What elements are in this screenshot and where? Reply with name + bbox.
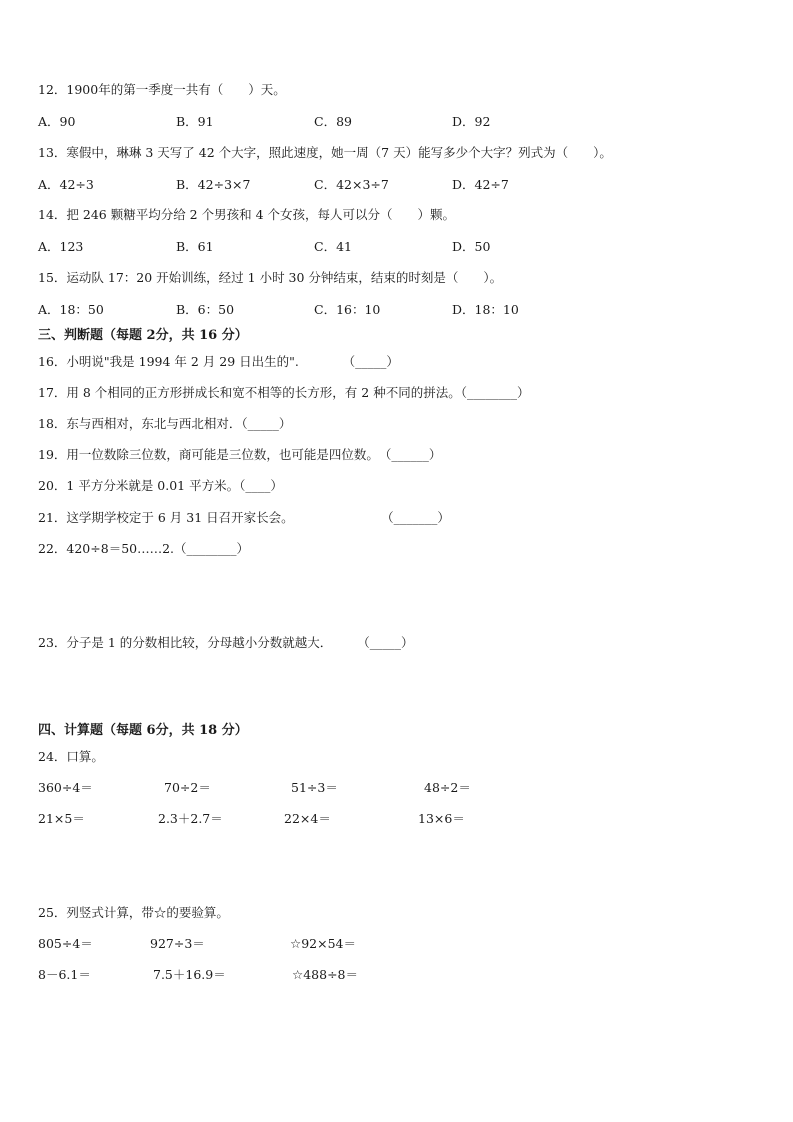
vertical-calc-item: ☆92×54＝ xyxy=(290,936,356,951)
vertical-calc-item: 927÷3＝ xyxy=(150,936,205,951)
question-12-stem: 12．1900年的第一季度一共有（ ）天。 xyxy=(38,82,286,97)
oral-calc-item: 21×5＝ xyxy=(38,811,85,826)
question-23: 23．分子是 1 的分数相比较，分母越小分数就越大． （_____） xyxy=(38,635,414,650)
section-3-title: 三、判断题（每题 2分，共 16 分） xyxy=(38,328,248,343)
question-14-stem: 14．把 246 颗糖平均分给 2 个男孩和 4 个女孩，每人可以分（ ）颗。 xyxy=(38,207,456,222)
question-13-option-c: C．42×3÷7 xyxy=(314,177,389,192)
question-20: 20．1 平方分米就是 0.01 平方米。（____） xyxy=(38,478,283,493)
question-18: 18．东与西相对，东北与西北相对．（_____） xyxy=(38,416,292,431)
question-19: 19．用一位数除三位数，商可能是三位数，也可能是四位数。 （______） xyxy=(38,447,442,462)
oral-calc-item: 360÷4＝ xyxy=(38,780,93,795)
question-14-option-d: D．50 xyxy=(452,239,491,254)
question-15-option-a: A．18：50 xyxy=(38,302,104,317)
question-15-stem: 15．运动队 17：20 开始训练，经过 1 小时 30 分钟结束，结束的时刻是（ ）。 xyxy=(38,270,503,285)
question-12-option-a: A．90 xyxy=(38,114,76,129)
question-13-option-b: B．42÷3×7 xyxy=(176,177,251,192)
question-13-option-d: D．42÷7 xyxy=(452,177,509,192)
question-16: 16．小明说"我是 1994 年 2 月 29 日出生的". （_____） xyxy=(38,354,399,369)
vertical-calc-item: ☆488÷8＝ xyxy=(292,967,358,982)
oral-calc-item: 22×4＝ xyxy=(284,811,331,826)
oral-calc-item: 48÷2＝ xyxy=(424,780,471,795)
vertical-calc-item: 7.5＋16.9＝ xyxy=(153,967,226,982)
vertical-calc-item: 8－6.1＝ xyxy=(38,967,91,982)
question-13-stem: 13．寒假中，琳琳 3 天写了 42 个大字，照此速度，她一周（7 天）能写多少个大字？列式为（ ）。 xyxy=(38,145,612,160)
oral-calc-item: 2.3＋2.7＝ xyxy=(158,811,223,826)
oral-calc-item: 13×6＝ xyxy=(418,811,465,826)
question-15-option-b: B．6：50 xyxy=(176,302,235,317)
question-14-option-c: C．41 xyxy=(314,239,352,254)
question-24-stem: 24．口算。 xyxy=(38,749,104,764)
question-15-option-c: C．16：10 xyxy=(314,302,381,317)
oral-calc-item: 51÷3＝ xyxy=(291,780,338,795)
question-14-option-a: A．123 xyxy=(38,239,84,254)
section-4-title: 四、计算题（每题 6分，共 18 分） xyxy=(38,723,248,738)
oral-calc-item: 70÷2＝ xyxy=(164,780,211,795)
question-17: 17．用 8 个相同的正方形拼成长和宽不相等的长方形，有 2 种不同的拼法。（________） xyxy=(38,385,530,400)
question-25-stem: 25．列竖式计算，带☆的要验算。 xyxy=(38,905,229,920)
question-12-option-c: C．89 xyxy=(314,114,352,129)
question-12-option-d: D．92 xyxy=(452,114,491,129)
question-14-option-b: B．61 xyxy=(176,239,214,254)
question-15-option-d: D．18：10 xyxy=(452,302,519,317)
question-12-option-b: B．91 xyxy=(176,114,214,129)
question-13-option-a: A．42÷3 xyxy=(38,177,94,192)
question-21: 21．这学期学校定于 6 月 31 日召开家长会。 （_______） xyxy=(38,510,450,525)
question-22: 22．420÷8＝50……2.（________） xyxy=(38,541,250,556)
vertical-calc-item: 805÷4＝ xyxy=(38,936,93,951)
